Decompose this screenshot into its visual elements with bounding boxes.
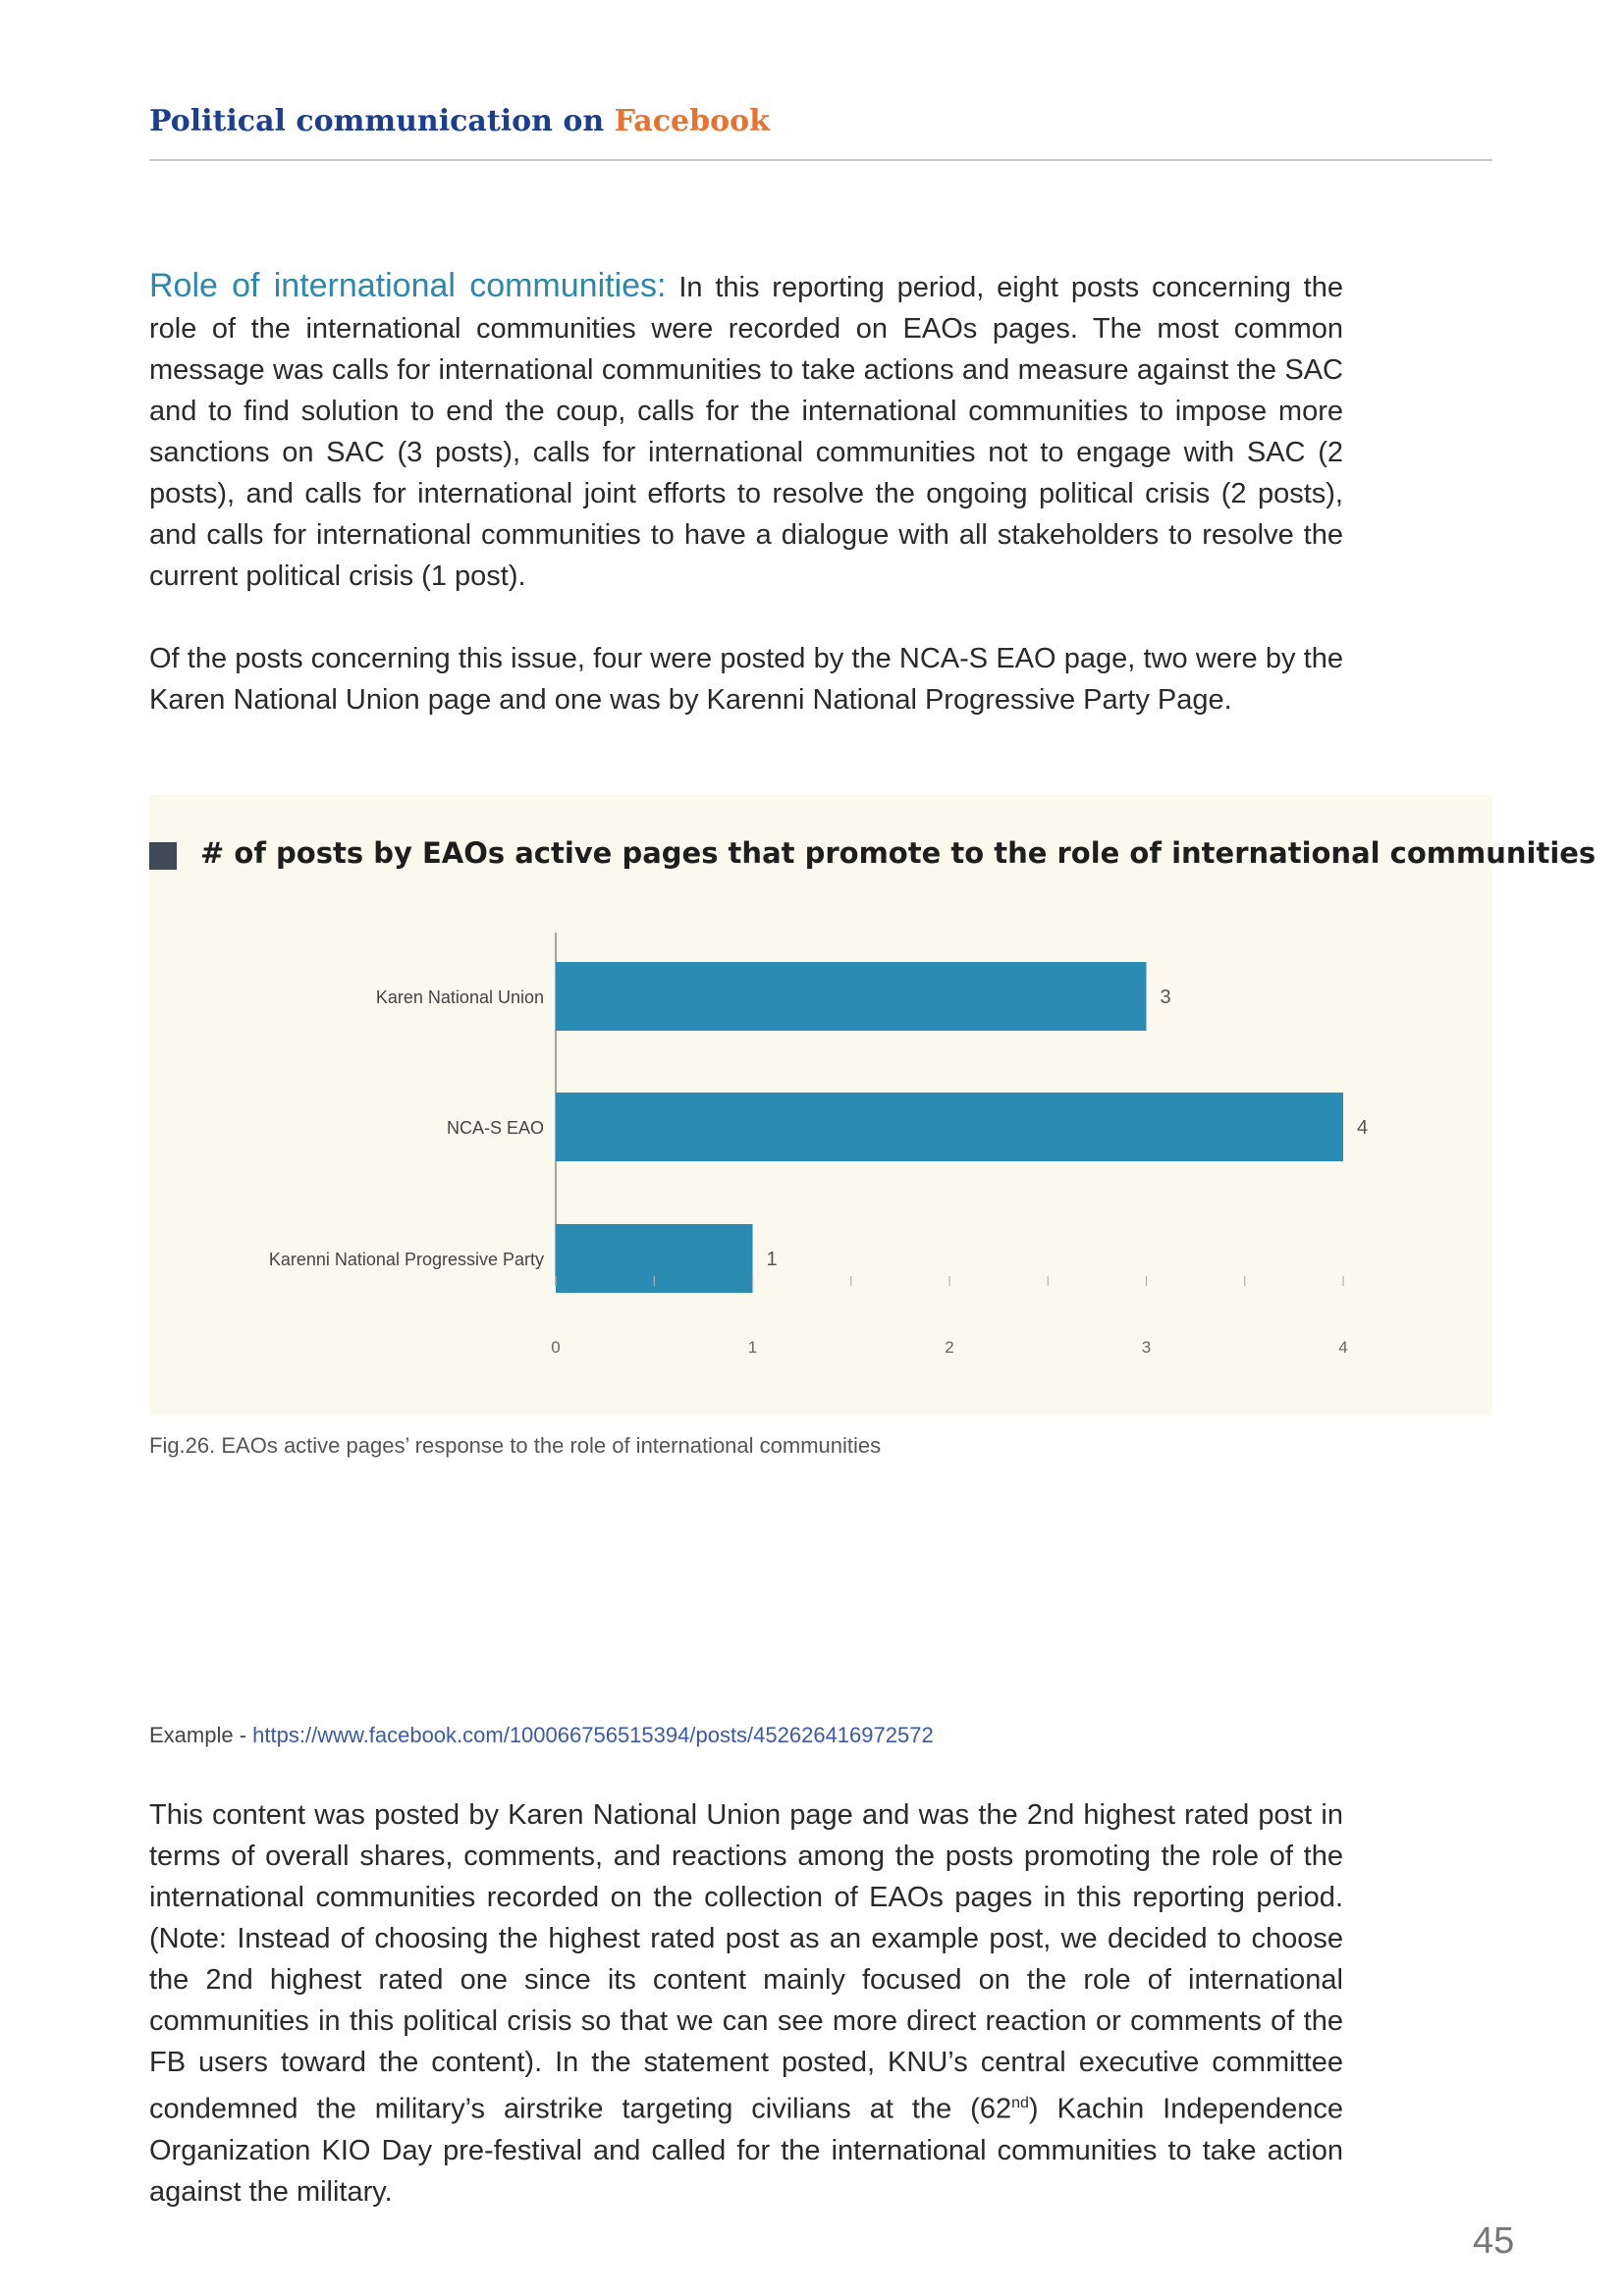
section-paragraph-1-text: In this reporting period, eight posts concerning the role of the international communities were recorded on EAOs pages. The most common message was calls for international communities to take actions and measure against the SAC and to find solution to end the coup, calls for the international communities to impose more sanctions on SAC (3 posts), calls for international communities not to engage with SAC (2 posts), and calls for international joint efforts to resolve the ongoing political crisis (2 posts), and calls for international communities to have a dialogue with all stakeholders to resolve the current political crisis (1 post). [149, 272, 1343, 592]
data-label: 1 [766, 1249, 778, 1270]
running-header [149, 102, 1492, 161]
x-tick-label: 1 [747, 1338, 758, 1357]
category-label: Karenni National Progressive Party [268, 1250, 544, 1269]
example-label: Example - [149, 1723, 253, 1747]
section-lead-heading: Role of international communities: [149, 267, 667, 304]
category-label: NCA-S EAO [446, 1118, 544, 1138]
x-tick-label: 4 [1338, 1338, 1348, 1357]
x-tick-label: 0 [551, 1338, 561, 1357]
page-number: 45 [1473, 2220, 1515, 2262]
paragraph-3-superscript: nd [1011, 2095, 1029, 2111]
bar-2 [556, 1093, 1343, 1161]
category-label: Karen National Union [375, 988, 544, 1007]
bar-chart [149, 795, 1492, 1415]
running-header-accent: Facebook [614, 104, 770, 138]
running-header-main: Political communication on [149, 104, 615, 138]
chart-panel [149, 795, 1597, 1415]
paragraph-3-text-after: ) Kachin Independence Organization KIO Day pre-festival and called for the international communities to take action against the military. [149, 2093, 1343, 2208]
section-paragraph-2: Of the posts concerning this issue, four were posted by the NCA-S EAO page, two were by the Karen National Union page and one was by Karenni National Progressive Party Page. [149, 643, 1343, 716]
example-link[interactable]: https://www.facebook.com/100066756515394/posts/452626416972572 [252, 1723, 934, 1747]
chart-title: # of posts by EAOs active pages that promote to the role of international communities [200, 836, 1597, 870]
section-paragraph-3 [149, 1794, 1343, 2213]
data-label: 3 [1160, 987, 1171, 1008]
example-line [149, 1723, 934, 1748]
section-paragraph-1 [149, 265, 1343, 597]
x-tick-label: 3 [1141, 1338, 1152, 1357]
x-tick-label: 2 [945, 1338, 954, 1357]
data-label: 4 [1357, 1117, 1369, 1139]
figure-caption: Fig.26. EAOs active pages’ response to the role of international communities [149, 1433, 882, 1458]
paragraph-3-text-before: This content was posted by Karen National Union page and was the 2nd highest rated post in terms of overall shares, comments, and reactions among the posts promoting the role of the international communities recorded on the collection of EAOs pages in this reporting period. (Note: Instead of choosing the highest rated post as an example post, we decided to choose the 2nd highest rated one since its content mainly focused on the role of international communities in this political crisis so that we can see more direct reaction or comments of the FB users toward the content). In the statement posted, KNU’s central executive committee condemned the military’s airstrike targeting civilians at the (62 [149, 1799, 1343, 2125]
running-header-title [149, 104, 770, 138]
bar-1 [556, 962, 1147, 1031]
